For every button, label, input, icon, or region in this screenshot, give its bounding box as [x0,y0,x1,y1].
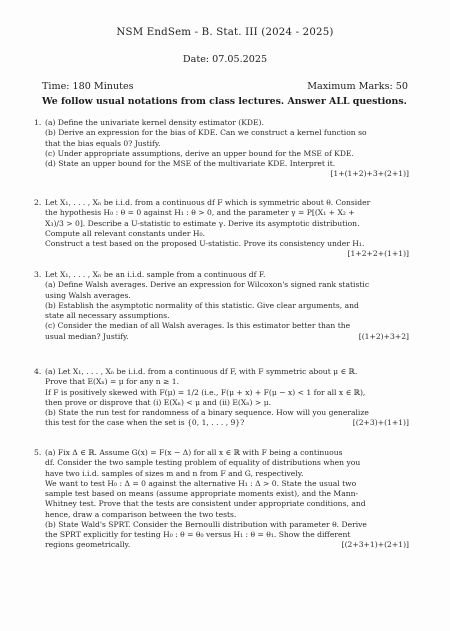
question-line [45,321,415,331]
question-text: (a) Let X₁, . . . , Xₙ be i.i.d. from a continuous df F, with F symmetric about μ ∈ ℝ. [45,367,358,376]
instructions: We follow usual notations from class lectures. Answer ALL questions. [42,96,407,107]
question-line [34,367,415,377]
question-text: the SPRT explicitly for testing H₀ : θ = θ₀ versus H₁ : θ = θ₁. Show the different [45,530,351,539]
question-line [45,229,415,239]
question-text: (b) State the run test for randomness of a binary sequence. How will you generalize [45,408,369,417]
question-text: the hypothesis H₀ : θ = 0 against H₁ : θ > 0, and the parameter γ = P[(X₁ + X₂ + [45,208,355,218]
question-4 [34,367,415,429]
question-text: Let X₁, . . . , Xₙ be i.i.d. from a continuous df F which is symmetric about θ. Consider [45,198,371,207]
question-text: (b) Derive an expression for the bias of KDE. Can we construct a kernel function so [45,128,367,138]
question-line [45,469,415,479]
question-line [34,448,415,458]
exam-meta-row [42,81,408,94]
question-text: We want to test H₀ : Δ = 0 against the alternative H₁ : Δ > 0. State the usual two [45,478,357,488]
question-text: regions geometrically. [45,540,131,550]
question-line [45,418,415,428]
question-text: Let X₁, . . . , Xₙ be an i.i.d. sample from a continuous df F. [45,270,266,279]
question-line [45,149,415,159]
question-line [45,499,415,509]
question-line [45,489,415,499]
question-text: using Walsh averages. [45,290,131,300]
question-line [45,128,415,138]
question-marks: [(2+3)+(1+1)] [352,418,409,428]
question-2 [34,198,415,260]
question-text: df. Consider the two sample testing problem of equality of distributions when you [45,458,361,468]
question-text: hence, draw a comparison between the two tests. [45,509,237,519]
question-line [45,458,415,468]
question-1 [34,118,415,180]
question-text: X₃)/3 > 0]. Describe a U-statistic to estimate γ. Derive its asymptotic distribution. [45,218,360,228]
question-text: (b) Establish the asymptotic normality of this statistic. Give clear arguments, and [45,300,359,310]
question-number: 3. [34,270,42,279]
marks-line [45,249,415,259]
question-5 [34,448,415,551]
question-line [45,139,415,149]
question-line [34,198,415,208]
question-text: (d) State an upper bound for the MSE of the multivariate KDE. Interpret it. [45,159,336,168]
question-line [45,332,415,342]
question-marks: [1+(1+2)+3+(2+1)] [330,169,409,179]
question-line [45,398,415,408]
time-limit: Time: 180 Minutes [42,81,134,92]
question-line [45,219,415,229]
question-marks: [1+2+2+(1+1)] [347,249,409,259]
question-line [45,239,415,249]
question-line [45,479,415,489]
question-line [45,520,415,530]
question-text: (c) Under appropriate assumptions, derive an upper bound for the MSE of KDE. [45,148,354,158]
marks-line [45,169,415,179]
question-text: Whitney test. Prove that the tests are consistent under appropriate conditions, and [45,499,366,509]
question-text: If F is positively skewed with F(μ) = 1/2 (i.e., F(μ + x) + F(μ − x) < 1 for all x ∈ ℝ), [45,387,366,397]
question-text: state all necessary assumptions. [45,311,170,320]
exam-date: Date: 07.05.2025 [182,54,268,65]
question-text: (a) Define Walsh averages. Derive an expression for Wilcoxon's signed rank statistic [45,280,370,290]
question-text: Compute all relevant constants under H₀. [45,228,206,238]
question-line [45,388,415,398]
exam-title: NSM EndSem - B. Stat. III (2024 - 2025) [116,27,334,38]
question-line [45,510,415,520]
question-line [34,270,415,280]
question-number: 2. [34,198,42,207]
question-text: Construct a test based on the proposed U-statistic. Prove its consistency under H₁. [45,239,365,248]
question-text: sample test based on means (assume appropriate moments exist), and the Mann- [45,489,359,498]
question-text: have two i.i.d. samples of sizes m and n from F and G, respectively. [45,468,304,478]
question-line [45,311,415,321]
question-text: (a) Fix Δ ∈ ℝ. Assume G(x) = F(x − Δ) for all x ∈ ℝ with F being a continuous [45,448,343,457]
question-line [34,118,415,128]
question-text: this test for the case when the set is {0, 1, . . . , 9}? [45,418,245,428]
question-text: that the bias equals 0? Justify. [45,138,161,148]
question-line [45,408,415,418]
question-number: 5. [34,448,42,457]
question-line [45,301,415,311]
question-text: (a) Define the univariate kernel density estimator (KDE). [45,118,264,127]
question-text: (b) State Wald's SPRT. Consider the Bernoulli distribution with parameter θ. Derive [45,519,367,529]
maximum-marks: Maximum Marks: 50 [307,81,408,92]
question-marks: [(2+3+1)+(2+1)] [341,540,409,550]
question-number: 4. [34,367,42,376]
question-line [45,280,415,290]
question-text: Prove that E(Xₙ) = μ for any n ≥ 1. [45,377,180,387]
question-text: (c) Consider the median of all Walsh averages. Is this estimator better than the [45,321,351,331]
question-text: usual median? Justify. [45,331,129,341]
question-3 [34,270,415,342]
question-text: then prove or disprove that (i) E(Xₙ) < μ and (ii) E(Xₙ) > μ. [45,397,272,407]
question-line [45,159,415,169]
question-line [45,208,415,218]
question-number: 1. [34,118,42,127]
question-marks: [(1+2)+3+2] [358,331,409,341]
question-line [45,291,415,301]
question-line [45,530,415,540]
question-line [45,377,415,387]
question-line [45,540,415,550]
